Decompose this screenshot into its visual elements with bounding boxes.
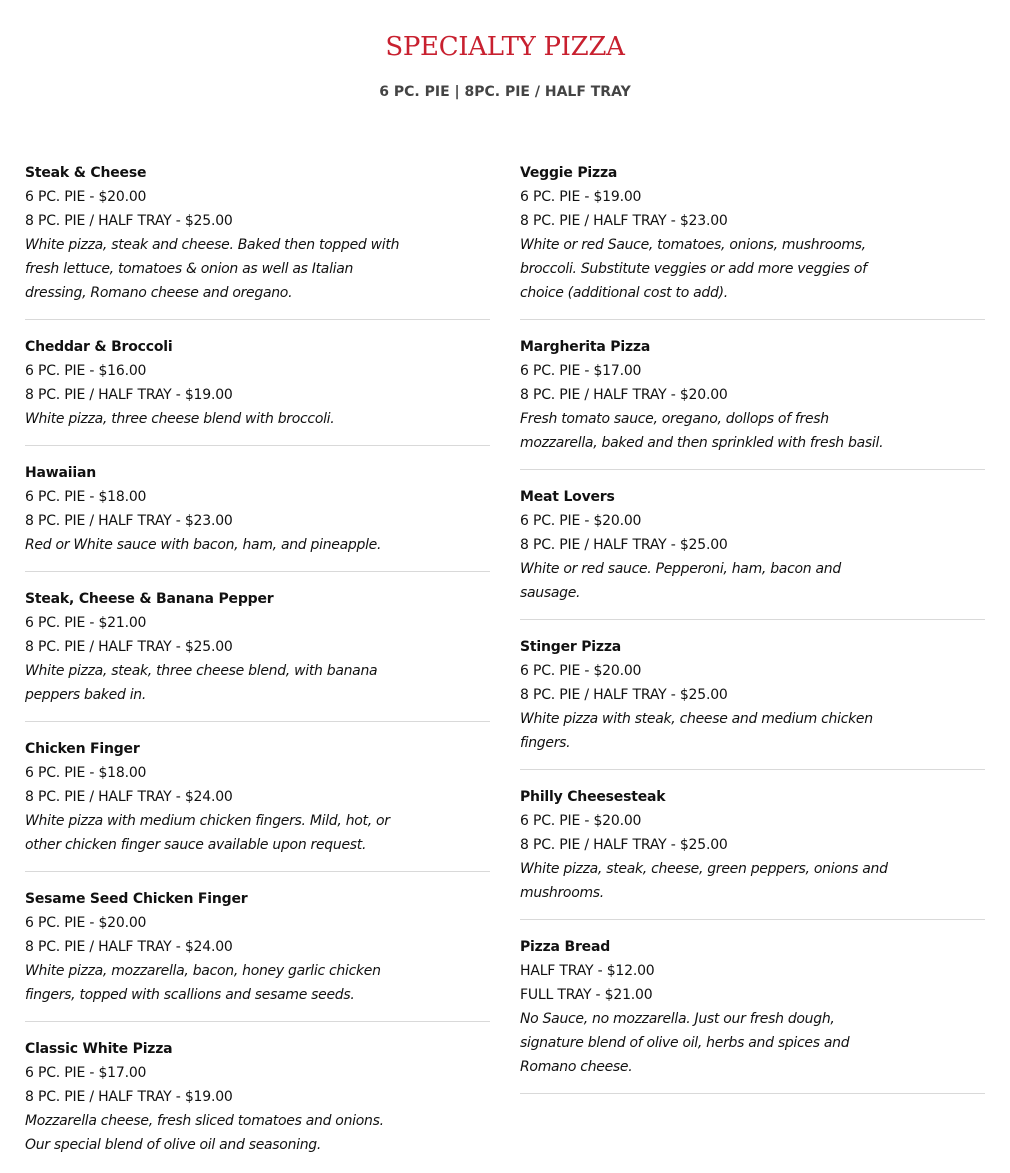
item-name: Classic White Pizza — [25, 1041, 173, 1057]
item-price-large: 8 PC. PIE / HALF TRAY - $24.00 — [25, 789, 233, 805]
item-name: Philly Cheesesteak — [520, 789, 666, 805]
item-price-large: 8 PC. PIE / HALF TRAY - $25.00 — [25, 639, 233, 655]
item-price-small: 6 PC. PIE - $19.00 — [520, 189, 642, 205]
menu-title: SPECIALTY PIZZA — [385, 32, 625, 62]
item-price-large: 8 PC. PIE / HALF TRAY - $25.00 — [25, 213, 233, 229]
item-name: Sesame Seed Chicken Finger — [25, 891, 248, 907]
item-description: Red or White sauce with bacon, ham, and pineapple. — [25, 537, 382, 553]
item-price-large: 8 PC. PIE / HALF TRAY - $23.00 — [520, 213, 728, 229]
item-price-small: 6 PC. PIE - $20.00 — [520, 663, 642, 679]
item-description: White pizza, steak and cheese. Baked then topped with fresh lettuce, tomatoes & onion as well as Italian dressing, Romano cheese and oregano. — [25, 237, 400, 301]
menu-item — [520, 161, 985, 320]
item-description: White or red sauce. Pepperoni, ham, bacon and sausage. — [520, 561, 841, 601]
item-description: No Sauce, no mozzarella. Just our fresh dough, signature blend of olive oil, herbs and spices and Romano cheese. — [520, 1011, 850, 1075]
menu-item — [25, 587, 490, 722]
menu-item — [520, 335, 985, 470]
menu-item — [520, 785, 985, 920]
item-price-large: 8 PC. PIE / HALF TRAY - $24.00 — [25, 939, 233, 955]
item-price-large: FULL TRAY - $21.00 — [520, 987, 653, 1003]
item-name: Pizza Bread — [520, 939, 611, 955]
item-price-small: 6 PC. PIE - $17.00 — [25, 1065, 147, 1081]
item-price-large: 8 PC. PIE / HALF TRAY - $23.00 — [25, 513, 233, 529]
item-name: Steak, Cheese & Banana Pepper — [25, 591, 274, 607]
item-description: White pizza with steak, cheese and medium chicken fingers. — [520, 711, 873, 751]
item-price-large: 8 PC. PIE / HALF TRAY - $20.00 — [520, 387, 728, 403]
menu-item — [25, 737, 490, 872]
item-price-small: 6 PC. PIE - $20.00 — [25, 915, 147, 931]
item-price-small: 6 PC. PIE - $17.00 — [520, 363, 642, 379]
menu-subtitle: 6 PC. PIE | 8PC. PIE / HALF TRAY — [379, 84, 631, 100]
item-name: Steak & Cheese — [25, 165, 147, 181]
item-description: White pizza, steak, cheese, green peppers, onions and mushrooms. — [520, 861, 888, 901]
item-price-small: 6 PC. PIE - $21.00 — [25, 615, 147, 631]
item-price-small: HALF TRAY - $12.00 — [520, 963, 655, 979]
item-price-large: 8 PC. PIE / HALF TRAY - $25.00 — [520, 537, 728, 553]
item-name: Margherita Pizza — [520, 339, 651, 355]
item-name: Stinger Pizza — [520, 639, 622, 655]
item-description: Fresh tomato sauce, oregano, dollops of fresh mozzarella, baked and then sprinkled with fresh basil. — [520, 411, 884, 451]
item-price-small: 6 PC. PIE - $20.00 — [520, 513, 642, 529]
item-price-large: 8 PC. PIE / HALF TRAY - $19.00 — [25, 1089, 233, 1105]
menu-item — [25, 1037, 490, 1157]
item-price-small: 6 PC. PIE - $20.00 — [25, 189, 147, 205]
item-name: Meat Lovers — [520, 489, 615, 505]
right-menu-column — [520, 161, 985, 1109]
item-description: White pizza with medium chicken fingers. Mild, hot, or other chicken finger sauce available upon request. — [25, 813, 390, 853]
menu-item — [25, 335, 490, 446]
menu-item — [520, 635, 985, 770]
item-price-small: 6 PC. PIE - $18.00 — [25, 489, 147, 505]
menu-item — [25, 887, 490, 1022]
menu-item — [520, 485, 985, 620]
left-menu-column — [25, 161, 490, 1157]
item-name: Hawaiian — [25, 465, 96, 481]
menu-item — [25, 461, 490, 572]
item-name: Veggie Pizza — [520, 165, 618, 181]
item-price-small: 6 PC. PIE - $16.00 — [25, 363, 147, 379]
item-description: White pizza, mozzarella, bacon, honey garlic chicken fingers, topped with scallions and sesame seeds. — [25, 963, 381, 1003]
item-price-small: 6 PC. PIE - $18.00 — [25, 765, 147, 781]
item-name: Cheddar & Broccoli — [25, 339, 173, 355]
item-description: White pizza, three cheese blend with broccoli. — [25, 411, 335, 427]
item-price-large: 8 PC. PIE / HALF TRAY - $19.00 — [25, 387, 233, 403]
item-price-large: 8 PC. PIE / HALF TRAY - $25.00 — [520, 687, 728, 703]
item-price-small: 6 PC. PIE - $20.00 — [520, 813, 642, 829]
item-name: Chicken Finger — [25, 741, 140, 757]
item-description: Mozzarella cheese, fresh sliced tomatoes and onions. Our special blend of olive oil and seasoning. — [25, 1113, 384, 1153]
menu-item — [520, 935, 985, 1094]
item-description: White or red Sauce, tomatoes, onions, mushrooms, broccoli. Substitute veggies or add more veggies of choice (additional cost to add). — [520, 237, 867, 301]
menu-item — [25, 161, 490, 320]
item-price-large: 8 PC. PIE / HALF TRAY - $25.00 — [520, 837, 728, 853]
item-description: White pizza, steak, three cheese blend, with banana peppers baked in. — [25, 663, 378, 703]
